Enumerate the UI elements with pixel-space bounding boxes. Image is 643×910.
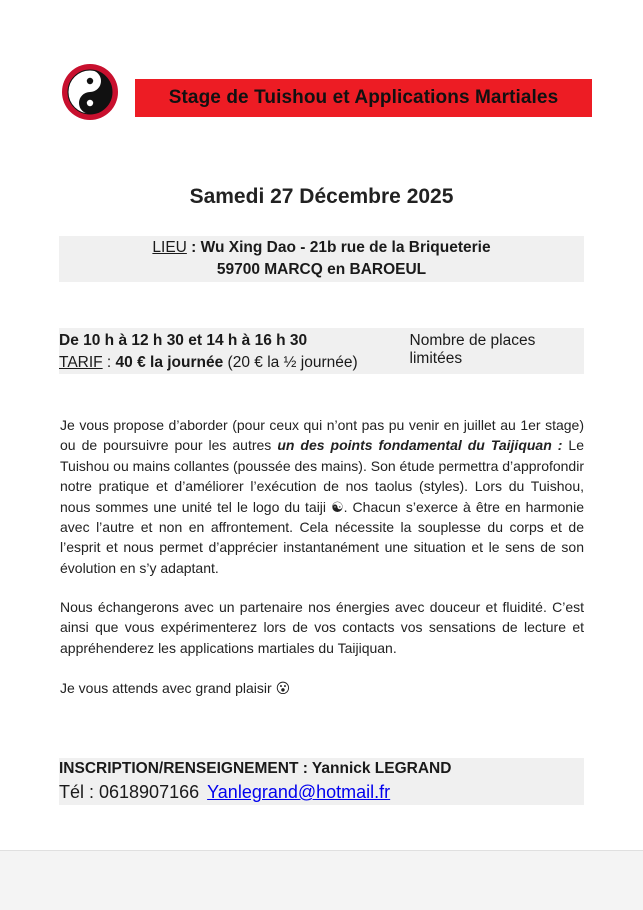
tarif-label: TARIF (59, 354, 103, 371)
contact-block (59, 758, 584, 805)
schedule-places: Nombre de places limitées (409, 332, 536, 367)
location-address-line1: Wu Xing Dao - 21b rue de la Briqueterie (200, 239, 491, 256)
contact-email-link[interactable]: Yanlegrand@hotmail.fr (207, 782, 391, 802)
paragraph-closing: Je vous attends avec grand plaisir 😮 (60, 680, 291, 696)
location-sep: : (186, 239, 201, 256)
taiji-logo-icon (61, 63, 119, 121)
location-address-line2: 59700 MARCQ en BAROEUL (216, 261, 427, 278)
paragraph-intro-emphasis: un des points fondamental du Taijiquan : (277, 437, 563, 454)
page-title: Stage de Tuishou et Applications Martiales (168, 87, 559, 108)
page-bottom-margin (0, 850, 643, 910)
event-date: Samedi 27 Décembre 2025 (189, 185, 454, 208)
paragraph-exchange: Nous échangerons avec un partenaire nos énergies avec douceur et fluidité. C’est ainsi que vous expérimenterez lors de vos contacts vos sensations de lecture et appréhenderez les applications martiales du Taijiquan. (60, 599, 584, 656)
title-banner (135, 79, 592, 117)
contact-heading: INSCRIPTION/RENSEIGNEMENT : Yannick LEGRAND (59, 760, 452, 777)
location-block (59, 236, 584, 282)
paragraph-intro-b: Le Tuishou ou mains collantes (poussée des mains). Son étude permettra d’approfondir notre pratique et d’améliorer l’exécution de nos taolus (styles). Lors du Tuishou, nous sommes une unité tel le logo du taiji ☯. Chacun s’exerce à être en harmonie avec l’autre et non en affrontement. Cela nécessite la souplesse du corps et de l’esprit et nous permet d’apprécier instantanément une situation et le sens de son évolution en s’y adaptant. (60, 437, 584, 576)
tarif-half: (20 € la ½ journée) (223, 354, 358, 371)
location-label: LIEU (152, 239, 187, 256)
schedule-hours: De 10 h à 12 h 30 et 14 h à 16 h 30 (59, 332, 308, 349)
schedule-block (59, 328, 584, 374)
tarif-sep: : (102, 354, 116, 371)
paragraph-intro (60, 415, 584, 578)
contact-phone: Tél : 0618907166 (59, 782, 200, 802)
paragraph-intro-a: Je vous propose d’aborder (pour ceux qui n’ont pas pu venir en juillet au 1er stage) ou de poursuivre pour les autres (60, 417, 584, 454)
tarif-value: 40 € la journée (115, 354, 224, 371)
